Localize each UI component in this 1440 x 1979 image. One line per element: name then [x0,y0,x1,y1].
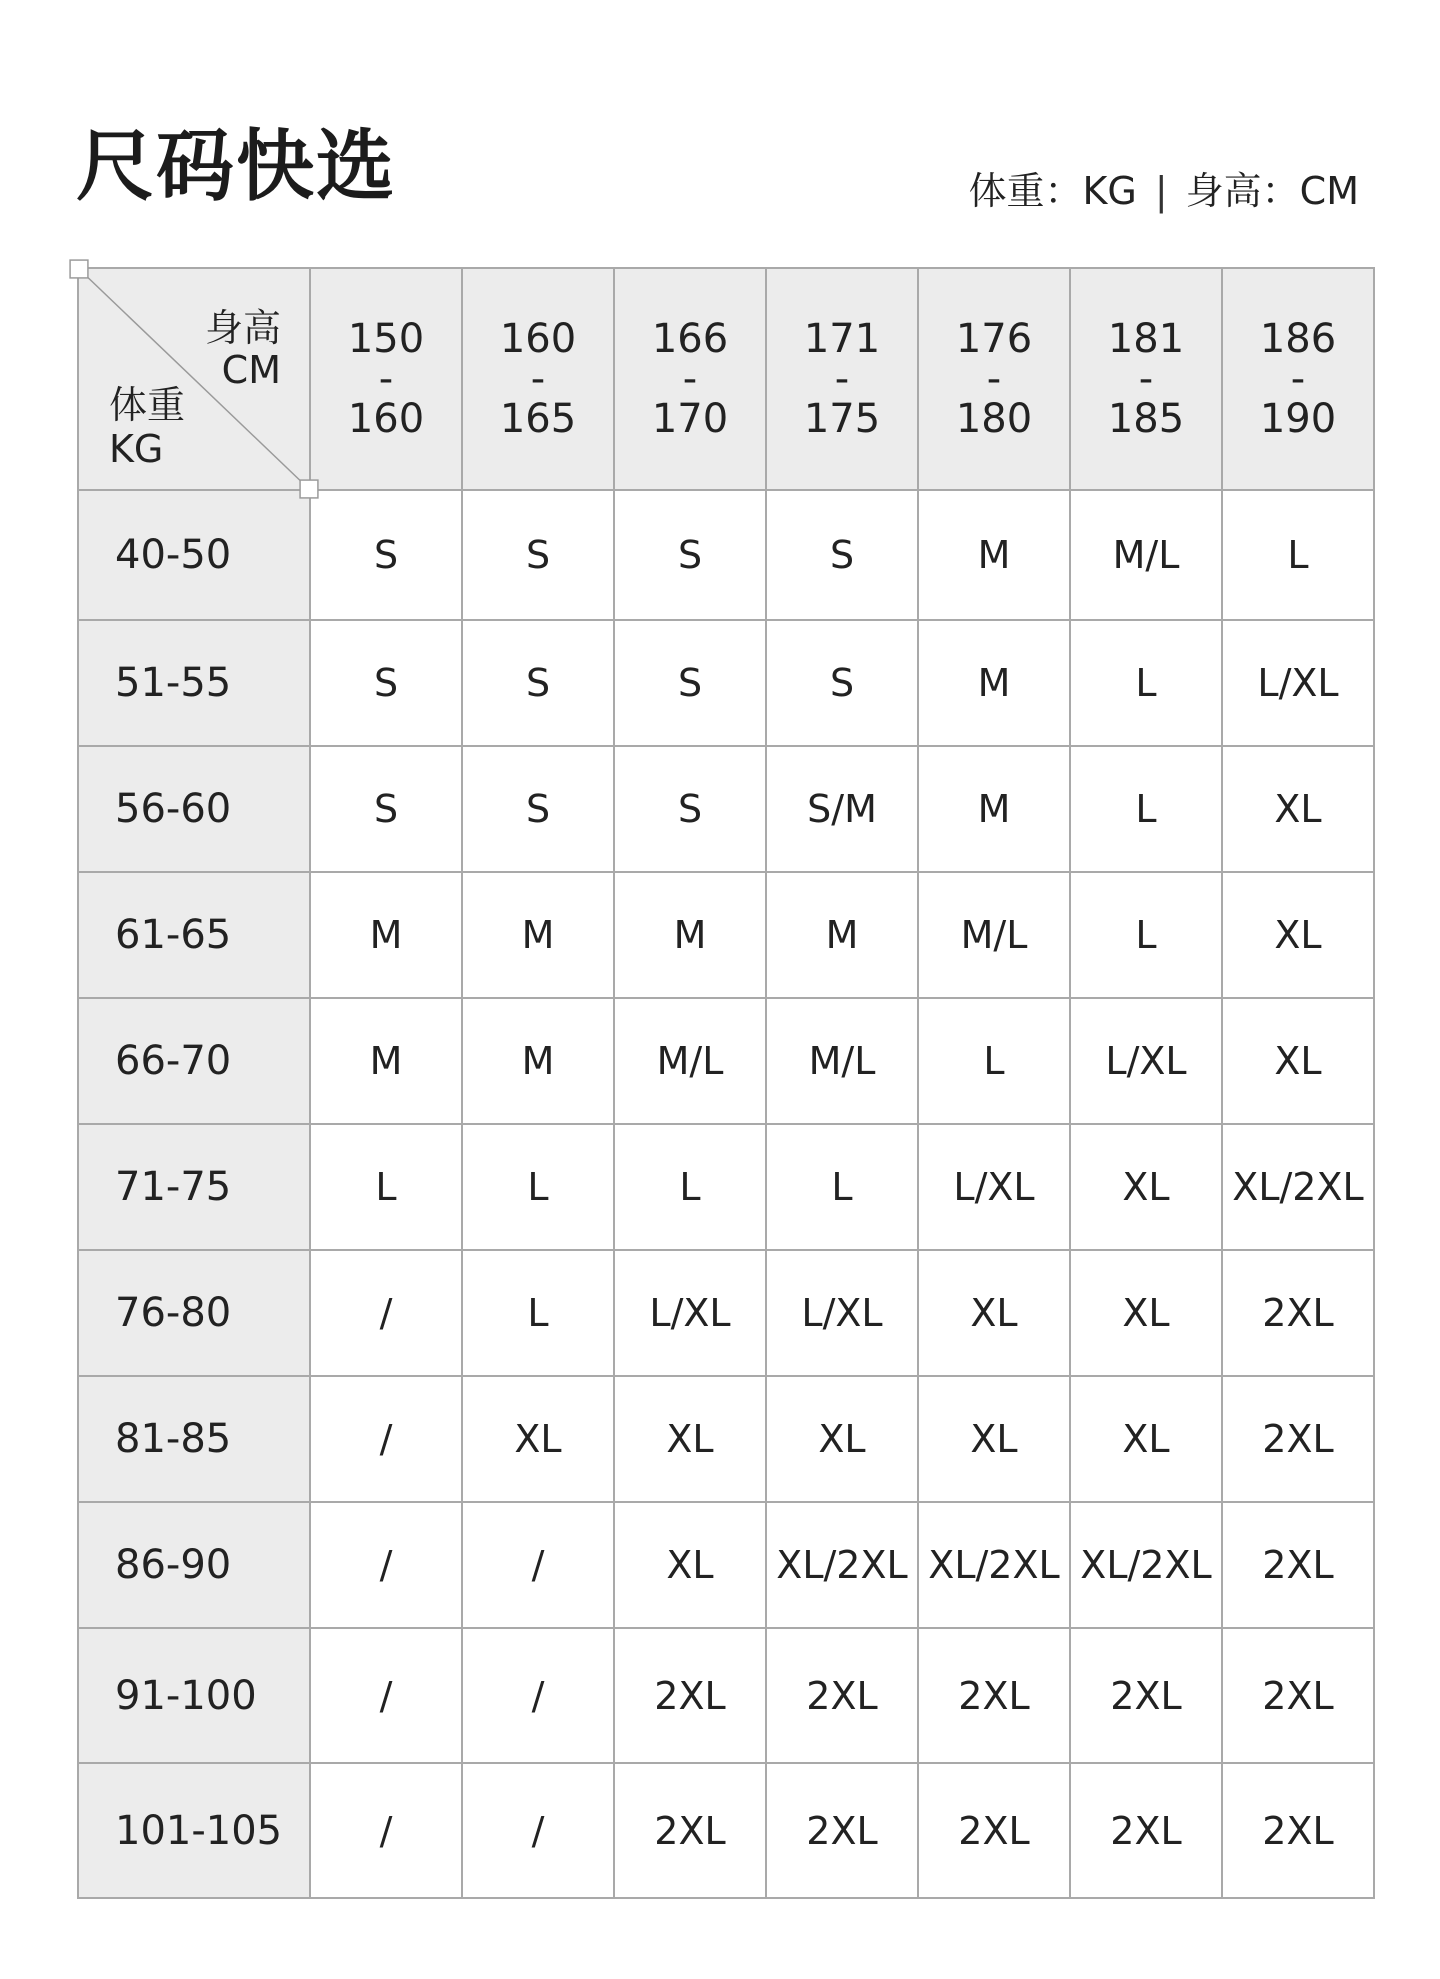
size-cell: L/XL [1070,998,1222,1124]
size-cell: M [462,872,614,998]
size-cell: / [462,1763,614,1898]
size-cell: 2XL [614,1628,766,1763]
size-cell: 2XL [1222,1376,1374,1502]
size-cell: XL [1070,1124,1222,1250]
size-cell: 2XL [1070,1628,1222,1763]
size-cell: S [766,490,918,620]
size-cell: 2XL [766,1763,918,1898]
size-cell: XL [1222,998,1374,1124]
size-cell: S [766,620,918,746]
size-cell: XL [462,1376,614,1502]
size-cell: L [310,1124,462,1250]
weight-range-label: 56-60 [78,746,310,872]
size-cell: / [310,1763,462,1898]
size-cell: L [766,1124,918,1250]
size-cell: S [462,490,614,620]
size-cell: S/M [766,746,918,872]
table-row [78,1763,1374,1898]
size-cell: M/L [766,998,918,1124]
size-cell: 2XL [1222,1628,1374,1763]
size-cell: L [462,1250,614,1376]
size-cell: / [462,1628,614,1763]
size-cell: XL [1222,872,1374,998]
weight-range-label: 66-70 [78,998,310,1124]
weight-range-label: 71-75 [78,1124,310,1250]
units-legend [968,169,1359,213]
weight-range-label: 91-100 [78,1628,310,1763]
size-cell: 2XL [1222,1763,1374,1898]
size-cell: / [310,1628,462,1763]
weight-unit-label: 体重：KG [968,169,1137,213]
height-axis-label: 身高 CM [204,306,281,392]
corner-handle-top-left [70,260,88,278]
size-cell: L [1222,490,1374,620]
table-row [78,620,1374,746]
size-cell: L [918,998,1070,1124]
size-cell: XL [918,1250,1070,1376]
size-cell: / [310,1376,462,1502]
size-cell: S [462,746,614,872]
size-cell: M [614,872,766,998]
weight-range-label: 101-105 [78,1763,310,1898]
size-cell: 2XL [1222,1250,1374,1376]
size-cell: 2XL [918,1763,1070,1898]
corner-handle-bottom-right [300,480,318,498]
size-cell: M [918,620,1070,746]
size-cell: XL/2XL [766,1502,918,1628]
table-row [78,1376,1374,1502]
size-cell: M [918,490,1070,620]
size-cell: L [462,1124,614,1250]
size-cell: S [614,620,766,746]
weight-range-label: 61-65 [78,872,310,998]
size-cell: XL [614,1376,766,1502]
size-cell: XL/2XL [918,1502,1070,1628]
weight-range-label: 76-80 [78,1250,310,1376]
size-cell: XL [1070,1376,1222,1502]
size-cell: S [310,620,462,746]
size-cell: S [614,490,766,620]
height-unit-label: 身高：CM [1185,169,1359,213]
size-cell: M/L [918,872,1070,998]
height-range-header: 181 - 185 [1070,268,1222,490]
size-cell: L/XL [1222,620,1374,746]
weight-range-label: 40-50 [78,490,310,620]
height-range-header: 150 - 160 [310,268,462,490]
size-cell: / [310,1502,462,1628]
size-cell: M [310,872,462,998]
size-cell: L [1070,872,1222,998]
size-cell: 2XL [766,1628,918,1763]
height-range-header: 186 - 190 [1222,268,1374,490]
weight-range-label: 51-55 [78,620,310,746]
size-cell: M [462,998,614,1124]
size-cell: S [614,746,766,872]
size-cell: / [462,1502,614,1628]
size-cell: L [1070,746,1222,872]
weight-axis-label: 体重 KG [109,383,186,471]
size-cell: XL [614,1502,766,1628]
table-row [78,1250,1374,1376]
table-row [78,998,1374,1124]
size-cell: L/XL [918,1124,1070,1250]
size-cell: 2XL [1222,1502,1374,1628]
table-row [78,1124,1374,1250]
size-cell: 2XL [614,1763,766,1898]
size-cell: M/L [614,998,766,1124]
size-cell: M/L [1070,490,1222,620]
size-cell: XL/2XL [1070,1502,1222,1628]
size-cell: L/XL [614,1250,766,1376]
height-range-header: 166 - 170 [614,268,766,490]
size-cell: XL [918,1376,1070,1502]
units-separator: | [1154,169,1168,213]
size-cell: L [1070,620,1222,746]
table-row [78,746,1374,872]
height-range-header: 171 - 175 [766,268,918,490]
size-cell: XL/2XL [1222,1124,1374,1250]
table-row [78,490,1374,620]
height-range-header: 160 - 165 [462,268,614,490]
size-cell: S [310,490,462,620]
size-cell: M [766,872,918,998]
table-row [78,1502,1374,1628]
size-cell: S [462,620,614,746]
size-cell: / [310,1250,462,1376]
size-cell: 2XL [918,1628,1070,1763]
page-title: 尺码快选 [76,122,397,212]
table-row [78,872,1374,998]
size-cell: L [614,1124,766,1250]
size-cell: L/XL [766,1250,918,1376]
weight-range-label: 86-90 [78,1502,310,1628]
size-cell: M [918,746,1070,872]
size-cell: 2XL [1070,1763,1222,1898]
size-chart-table [77,267,1375,1899]
weight-range-label: 81-85 [78,1376,310,1502]
size-cell: XL [1070,1250,1222,1376]
height-header-row [78,268,1374,490]
size-cell: XL [766,1376,918,1502]
size-cell: S [310,746,462,872]
corner-header-cell [78,268,310,490]
table-row [78,1628,1374,1763]
size-cell: XL [1222,746,1374,872]
height-range-header: 176 - 180 [918,268,1070,490]
size-cell: M [310,998,462,1124]
